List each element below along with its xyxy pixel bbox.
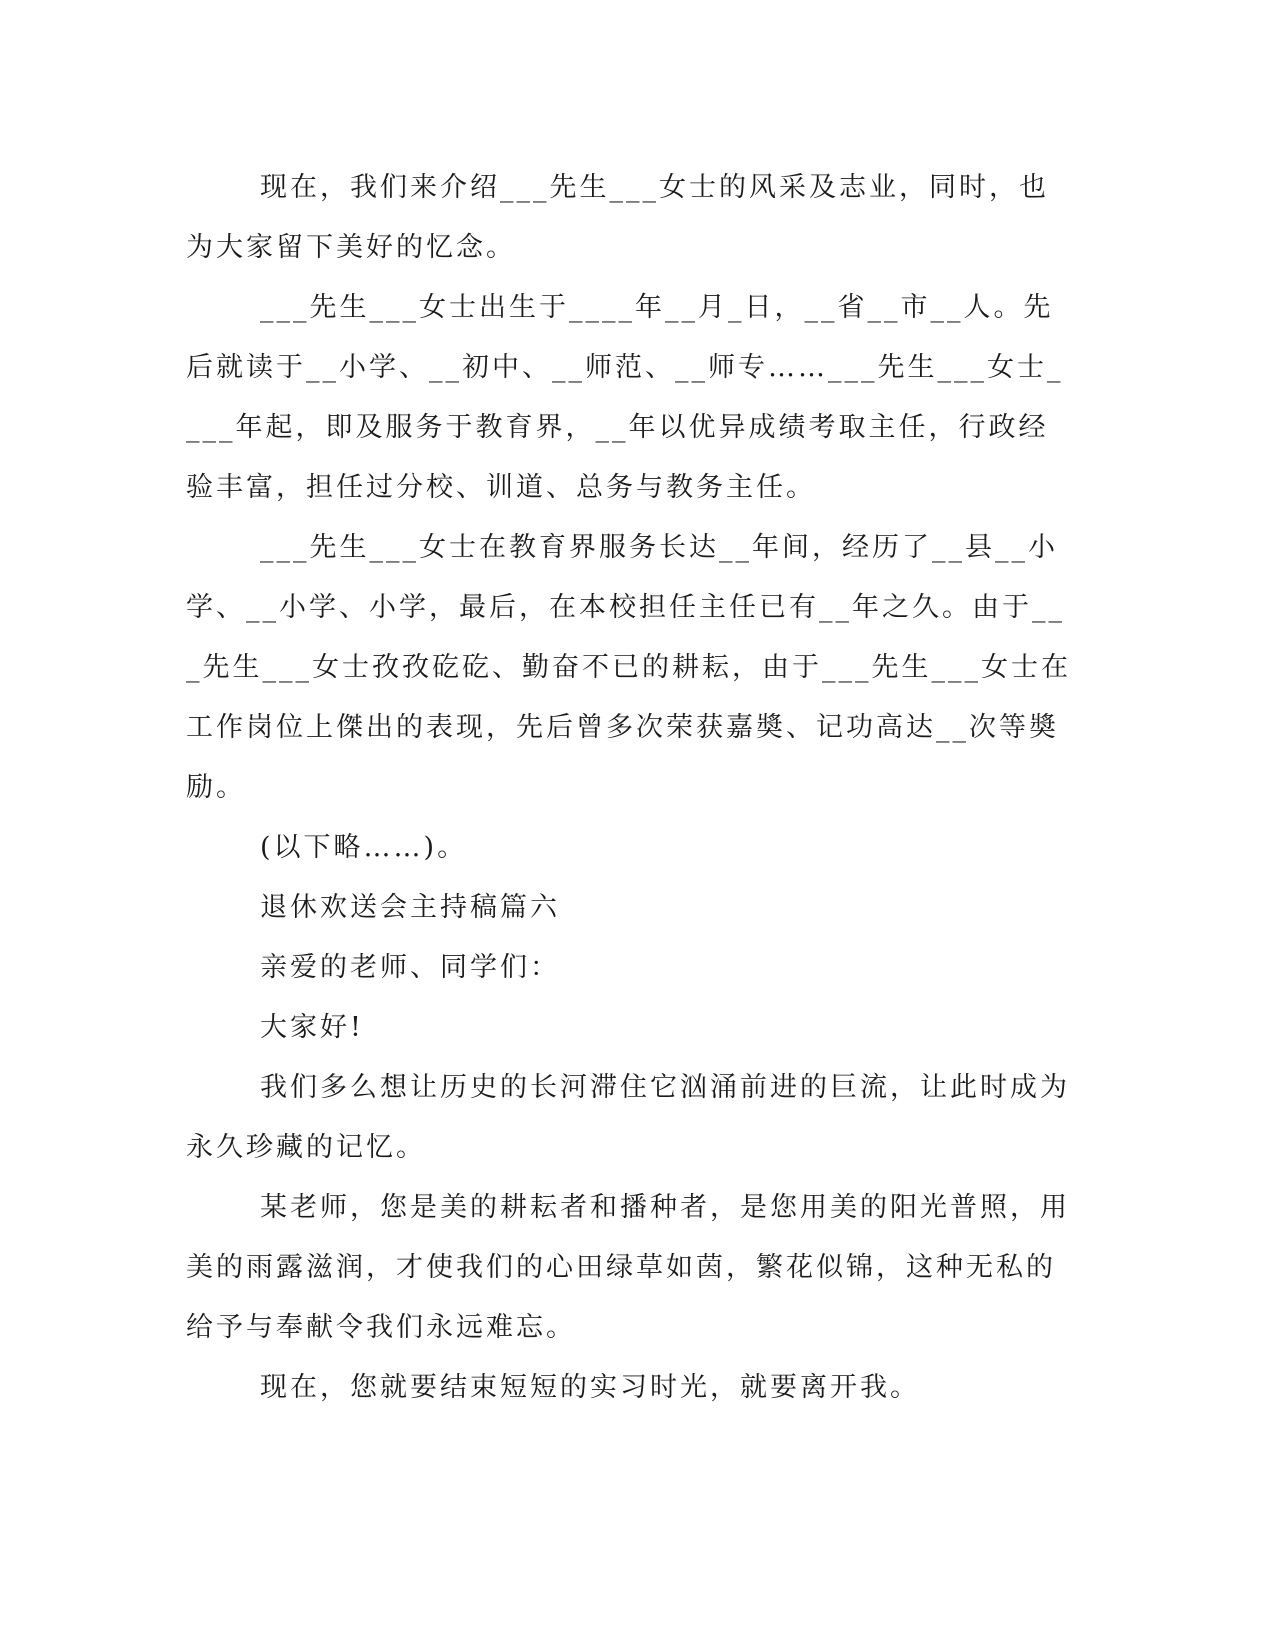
paragraph-tribute: 某老师，您是美的耕耘者和播种者，是您用美的阳光普照，用美的雨露滋润，才使我们的心田绿草如茵，繁花似锦，这种无私的给予与奉献令我们永远难忘。: [186, 1192, 1070, 1343]
paragraph-career: ___先生___女士在教育界服务长达__年间，经历了__县__小学、__小学、小学，最后，在本校担任主任已有__年之久。由于___先生___女士孜孜矻矻、勤奋不已的耕耘，由于___先生___女士在工作岗位上傑出的表现，先后曾多次荣获嘉奬、记功高达__次等奬励。: [186, 532, 1071, 803]
paragraph-farewell: 现在，您就要结束短短的实习时光，就要离开我。: [260, 1372, 920, 1403]
paragraph-omitted: (以下略……)。: [260, 832, 468, 863]
section-heading: 退休欢送会主持稿篇六: [260, 892, 560, 923]
paragraph-biography: ___先生___女士出生于____年__月_日，__省__市__人。先后就读于__小学、__初中、__师范、__师专……___先生___女士____年起，即及服务于教育界，__年以优异成绩考取主任，行政经验丰富，担任过分校、训道、总务与教务主任。: [186, 292, 1064, 503]
greeting: 大家好!: [260, 1012, 364, 1043]
paragraph-intro: 现在，我们来介绍___先生___女士的风采及志业，同时，也为大家留下美好的忆念。: [186, 172, 1049, 263]
document-body: [186, 158, 1076, 1418]
salutation: 亲爱的老师、同学们：: [260, 952, 560, 983]
paragraph-history: 我们多么想让历史的长河滞住它汹涌前进的巨流，让此时成为永久珍藏的记忆。: [186, 1072, 1070, 1163]
